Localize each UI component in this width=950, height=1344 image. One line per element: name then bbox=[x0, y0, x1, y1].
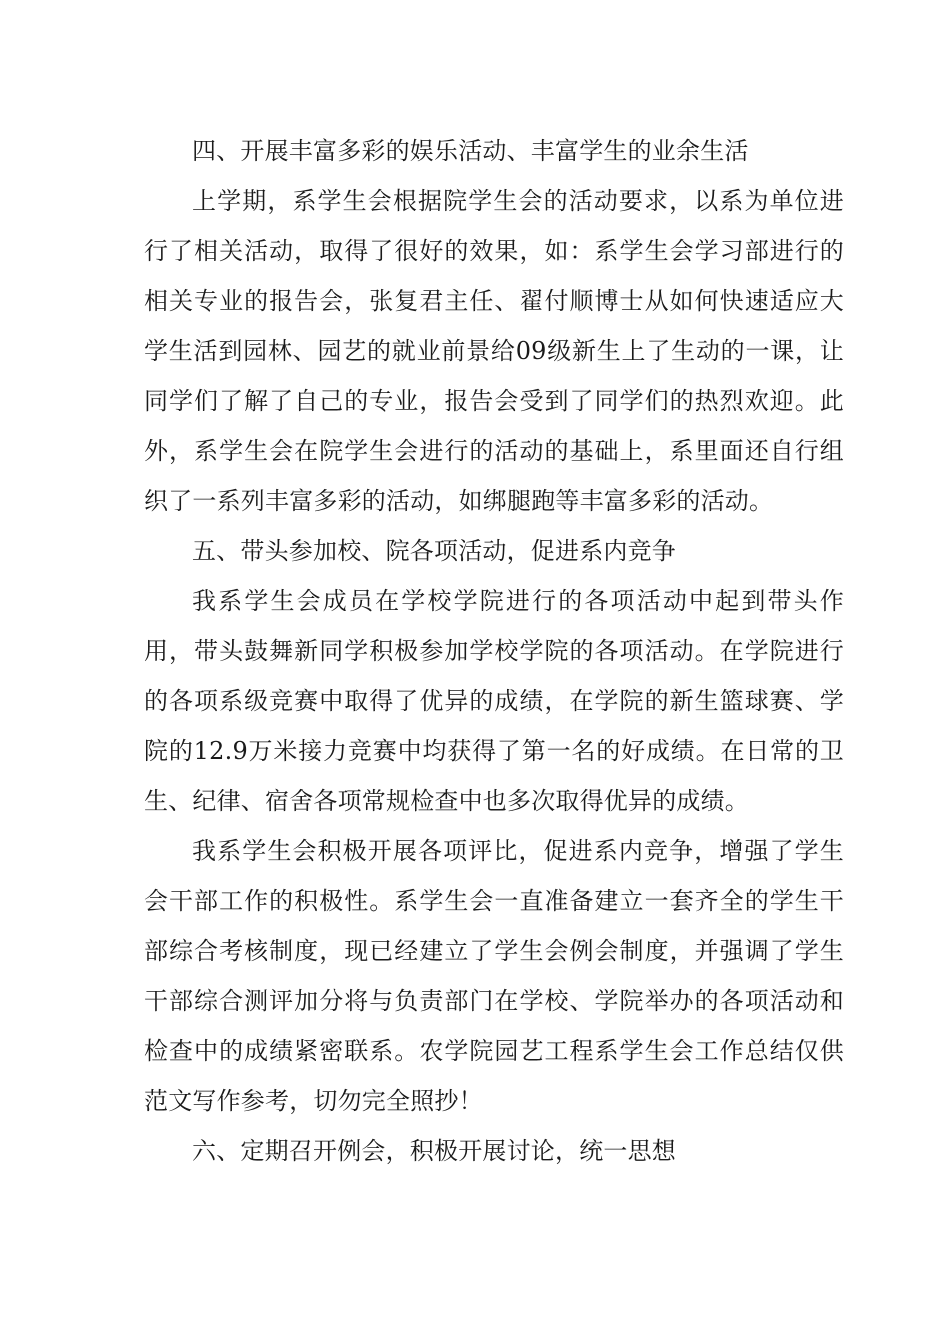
paragraph-evaluation: 我系学生会积极开展各项评比，促进系内竞争，增强了学生会干部工作的积极性。系学生会一直准备建立一套齐全的学生干部综合考核制度，现已经建立了学生会例会制度，并强调了学生干部综合测评加分将与负责部门在学校、学院举办的各项活动和检查中的成绩紧密联系。农学院园艺工程系学生会工作总结仅供范文写作参考，切勿完全照抄！ bbox=[144, 837, 844, 1115]
paragraph-activities: 上学期，系学生会根据院学生会的活动要求，以系为单位进行了相关活动，取得了很好的效果，如：系学生会学习部进行的相关专业的报告会，张复君主任、翟付顺博士从如何快速适应大学生活到园林、园艺的就业前景给09级新生上了生动的一课，让同学们了解了自己的专业，报告会受到了同学们的热烈欢迎。此外，系学生会在院学生会进行的活动的基础上，系里面还自行组织了一系列丰富多彩的活动，如绑腿跑等丰富多彩的活动。 bbox=[144, 187, 844, 515]
paragraph-leading-role: 我系学生会成员在学校学院进行的各项活动中起到带头作用，带头鼓舞新同学积极参加学校学院的各项活动。在学院进行的各项系级竞赛中取得了优异的成绩，在学院的新生篮球赛、学院的12.9万米接力竞赛中均获得了第一名的好成绩。在日常的卫生、纪律、宿舍各项常规检查中也多次取得优异的成绩。 bbox=[144, 587, 844, 815]
section-heading-4: 四、开展丰富多彩的娱乐活动、丰富学生的业余生活 bbox=[192, 137, 749, 165]
section-heading-5: 五、带头参加校、院各项活动，促进系内竞争 bbox=[192, 537, 676, 565]
document-body bbox=[144, 126, 844, 1176]
section-heading-6: 六、定期召开例会，积极开展讨论，统一思想 bbox=[192, 1137, 676, 1165]
